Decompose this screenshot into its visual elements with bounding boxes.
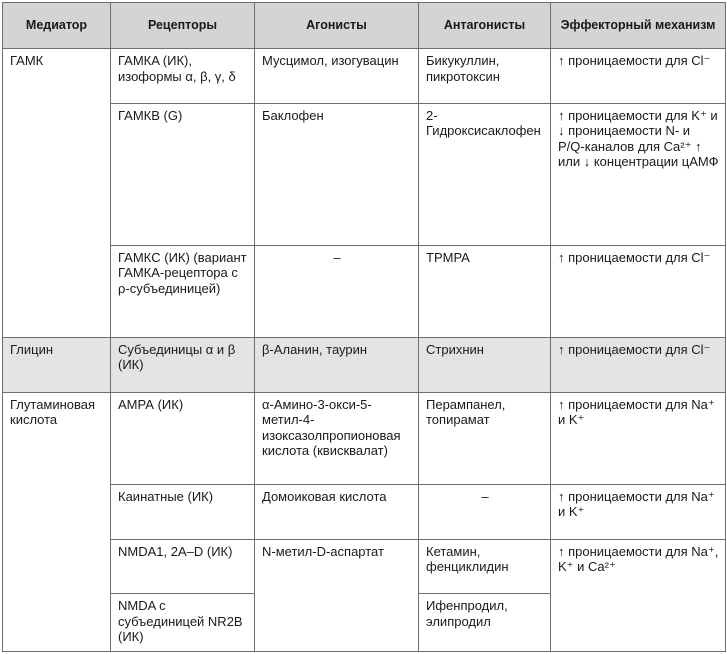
mediator-cell: Глицин (3, 337, 111, 392)
header-row (3, 3, 726, 49)
antagonist-cell: Стрихнин (419, 337, 551, 392)
table-row (3, 245, 726, 337)
effect-cell: ↑ проницаемости для Na⁺, K⁺ и Ca²⁺ (551, 539, 726, 651)
antagonist-cell: Ифенпродил, элипродил (419, 594, 551, 652)
antagonist-cell: TPMPA (419, 245, 551, 337)
mediator-cell: Глутаминовая кислота (3, 392, 111, 651)
effect-cell: ↑ проницаемости для Na⁺ и K⁺ (551, 392, 726, 484)
mediator-cell: ГАМК (3, 49, 111, 338)
antagonist-cell: Кетамин, фенциклидин (419, 539, 551, 594)
agonist-cell: Мусцимол, изогувацин (255, 49, 419, 104)
table-row (3, 103, 726, 245)
effect-cell: ↑ проницаемости для Cl⁻ (551, 49, 726, 104)
table-row (3, 539, 726, 594)
col-header-effect: Эффекторный механизм (551, 3, 726, 49)
table-row (3, 49, 726, 104)
effect-cell: ↑ проницаемости для Na⁺ и K⁺ (551, 484, 726, 539)
antagonist-cell: 2-Гидроксисаклофен (419, 103, 551, 245)
receptor-cell: NMDA с субъединицей NR2B (ИК) (111, 594, 255, 652)
receptor-cell: АМРА (ИК) (111, 392, 255, 484)
antagonist-cell: Бикукуллин, пикротоксин (419, 49, 551, 104)
table-row (3, 484, 726, 539)
effect-cell: ↑ проницаемости для Cl⁻ (551, 337, 726, 392)
receptor-cell: NMDA1, 2A–D (ИК) (111, 539, 255, 594)
col-header-antagonists: Антагонисты (419, 3, 551, 49)
agonist-cell: – (255, 245, 419, 337)
antagonist-cell: – (419, 484, 551, 539)
table-row (3, 337, 726, 392)
receptor-cell: ГАМКC (ИК) (вариант ГАМКA-рецептора с ρ-субъединицей) (111, 245, 255, 337)
receptor-cell: ГАМКB (G) (111, 103, 255, 245)
receptor-cell: Субъединицы α и β (ИК) (111, 337, 255, 392)
effect-cell: ↑ проницаемости для K⁺ и ↓ проницаемости N- и P/Q-каналов для Ca²⁺ ↑ или ↓ концентрации цАМФ (551, 103, 726, 245)
agonist-cell: Баклофен (255, 103, 419, 245)
table-row (3, 392, 726, 484)
agonist-cell: Домоиковая кислота (255, 484, 419, 539)
mediator-table (2, 2, 726, 652)
receptor-cell: Каинатные (ИК) (111, 484, 255, 539)
agonist-cell: N-метил-D-аспартат (255, 539, 419, 651)
effect-cell: ↑ проницаемости для Cl⁻ (551, 245, 726, 337)
col-header-mediator: Медиатор (3, 3, 111, 49)
receptor-cell: ГАМКA (ИК), изоформы α, β, γ, δ (111, 49, 255, 104)
agonist-cell: α-Амино-3-окси-5-метил-4-изоксазолпропионовая кислота (квисквалат) (255, 392, 419, 484)
agonist-cell: β-Аланин, таурин (255, 337, 419, 392)
antagonist-cell: Перампанел, топирамат (419, 392, 551, 484)
col-header-agonists: Агонисты (255, 3, 419, 49)
col-header-receptors: Рецепторы (111, 3, 255, 49)
